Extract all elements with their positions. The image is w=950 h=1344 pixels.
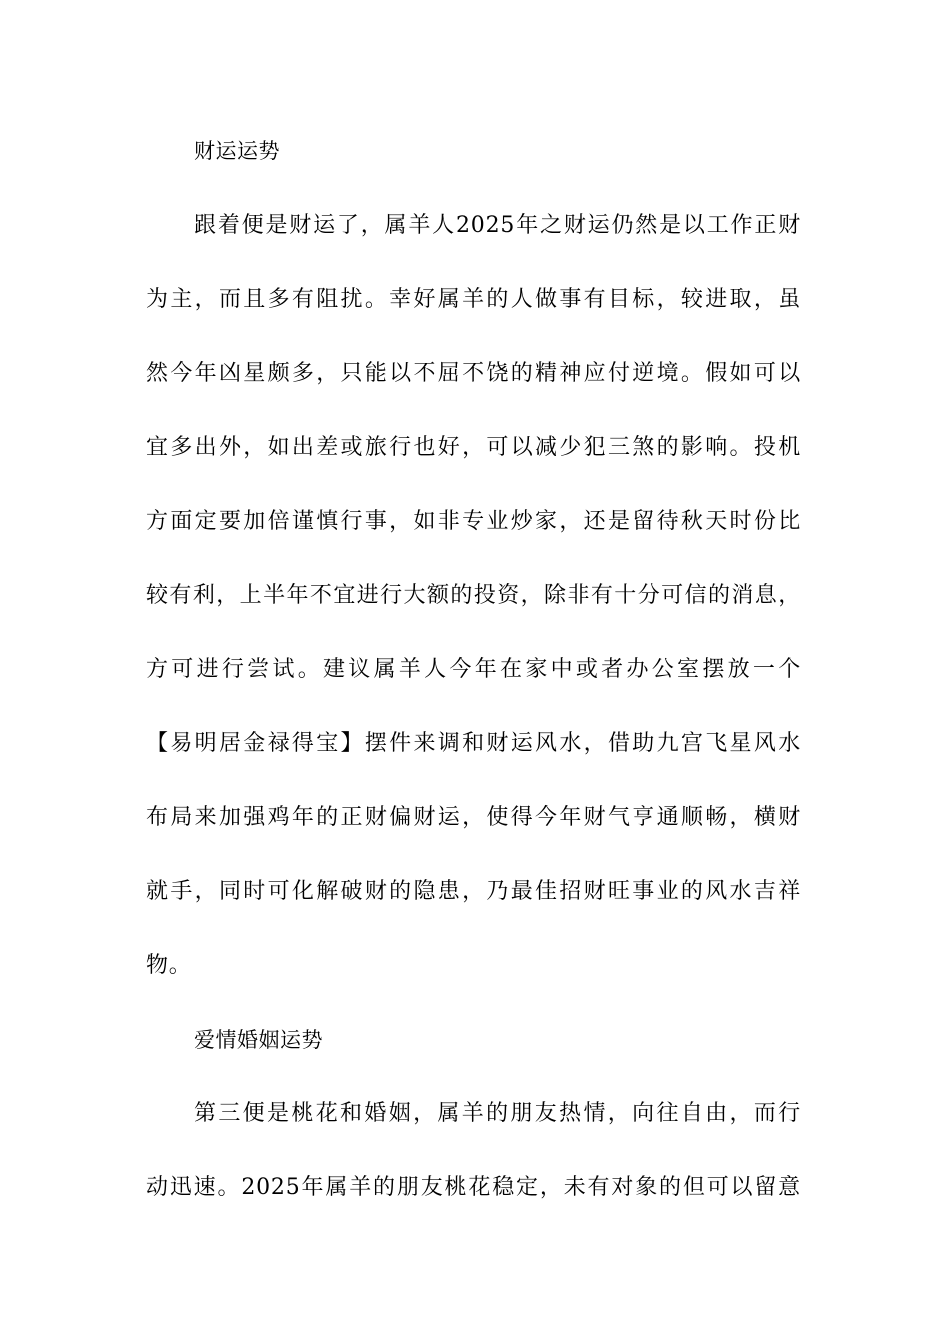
paragraph-line: 布局来加强鸡年的正财偏财运，使得今年财气亨通顺畅，横财 <box>146 805 801 830</box>
paragraph-line: 物。 <box>146 953 192 978</box>
paragraph-line: 宜多出外，如出差或旅行也好，可以减少犯三煞的影响。投机 <box>146 435 801 460</box>
section-heading-wealth: 财运运势 <box>194 139 280 163</box>
paragraph-line: 第三便是桃花和婚姻，属羊的朋友热情，向往自由，而行 <box>194 1101 801 1126</box>
paragraph-line: 为主，而且多有阻扰。幸好属羊的人做事有目标，较进取，虽 <box>146 287 801 312</box>
paragraph-line: 就手，同时可化解破财的隐患，乃最佳招财旺事业的风水吉祥 <box>146 879 801 904</box>
paragraph-line: 跟着便是财运了，属羊人2025年之财运仍然是以工作正财 <box>194 213 801 238</box>
paragraph-line: 较有利，上半年不宜进行大额的投资，除非有十分可信的消息， <box>146 583 801 608</box>
paragraph-line: 然今年凶星颇多，只能以不屈不饶的精神应付逆境。假如可以 <box>146 361 801 386</box>
paragraph-line: 方可进行尝试。建议属羊人今年在家中或者办公室摆放一个 <box>146 657 801 682</box>
paragraph-line: 方面定要加倍谨慎行事，如非专业炒家，还是留待秋天时份比 <box>146 509 801 534</box>
section-heading-love-marriage: 爱情婚姻运势 <box>194 1028 323 1052</box>
paragraph-line: 【易明居金禄得宝】摆件来调和财运风水，借助九宫飞星风水 <box>146 731 801 756</box>
paragraph-line: 动迅速。2025年属羊的朋友桃花稳定，未有对象的但可以留意 <box>146 1175 801 1200</box>
